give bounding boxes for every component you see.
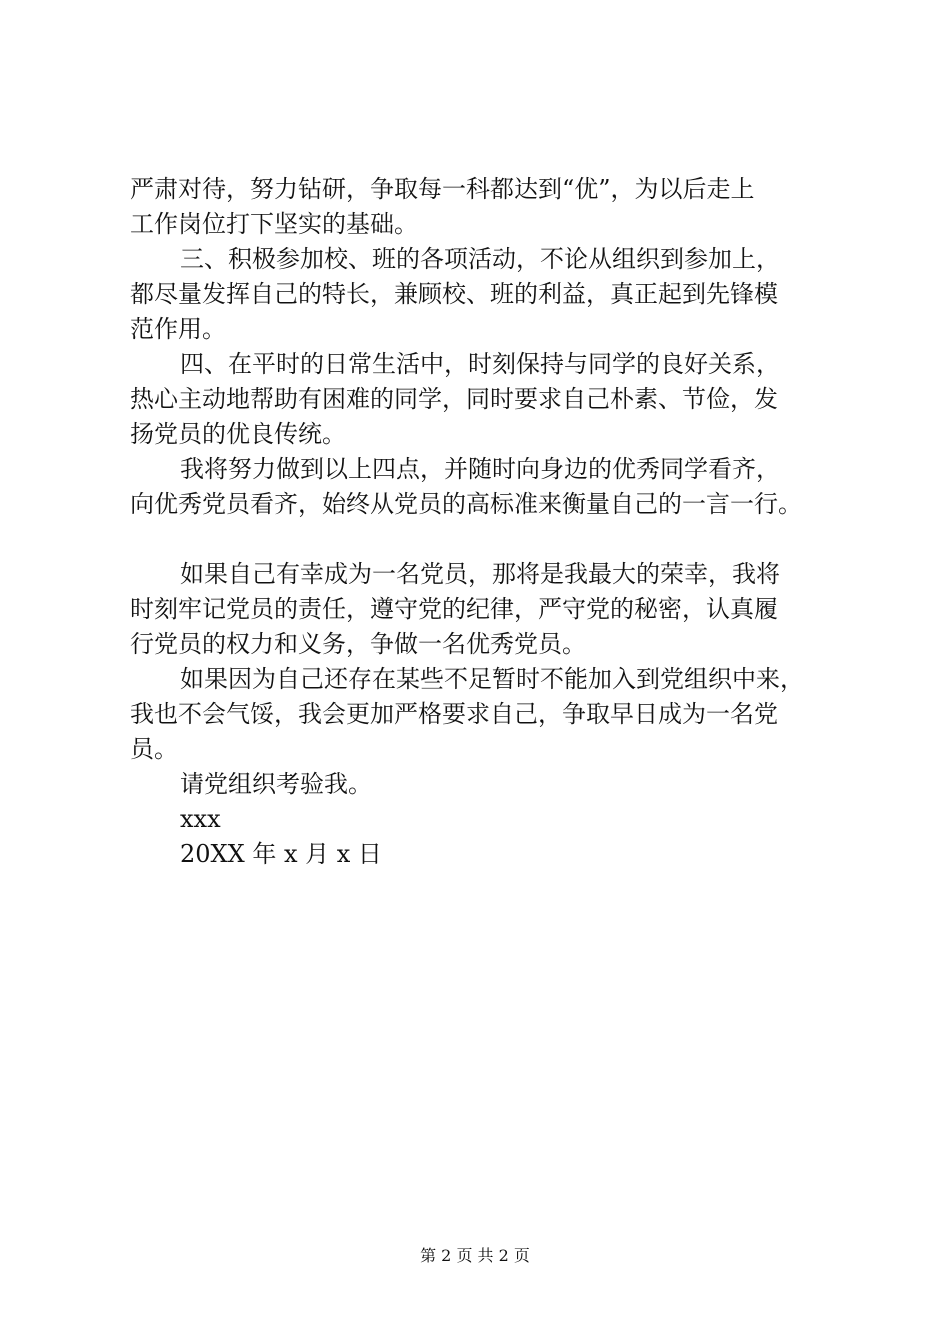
text-line: 严肃对待，努力钻研，争取每一科都达到“优”，为以后走上: [130, 175, 755, 203]
closing-line: 请党组织考验我。: [180, 770, 372, 798]
blank-line: [130, 522, 850, 557]
text-line: 我也不会气馁，我会更加严格要求自己，争取早日成为一名党: [130, 700, 778, 728]
text-line: 三、积极参加校、班的各项活动，不论从组织到参加上，: [180, 245, 780, 273]
text-line: 行党员的权力和义务，争做一名优秀党员。: [130, 630, 586, 658]
text-line: 扬党员的优良传统。: [130, 420, 346, 448]
signature-name: xxx: [180, 805, 221, 833]
text-line: 时刻牢记党员的责任，遵守党的纪律，严守党的秘密，认真履: [130, 595, 778, 623]
page-number-footer: 第 2 页 共 2 页: [420, 1246, 530, 1265]
text-line: 员。: [130, 735, 178, 763]
text-line: 如果自己有幸成为一名党员，那将是我最大的荣幸，我将: [180, 560, 780, 588]
text-line: 工作岗位打下坚实的基础。: [130, 210, 418, 238]
signature-date: 20XX 年 x 月 x 日: [180, 840, 382, 868]
document-body: [130, 172, 850, 872]
text-line: 如果因为自己还存在某些不足暂时不能加入到党组织中来，: [180, 665, 804, 693]
text-line: 四、在平时的日常生活中，时刻保持与同学的良好关系，: [180, 350, 780, 378]
text-line: 范作用。: [130, 315, 226, 343]
text-line: 向优秀党员看齐，始终从党员的高标准来衡量自己的一言一行。: [130, 490, 802, 518]
text-line: 都尽量发挥自己的特长，兼顾校、班的利益，真正起到先锋模: [130, 280, 778, 308]
text-line: 我将努力做到以上四点，并随时向身边的优秀同学看齐，: [180, 455, 780, 483]
text-line: 热心主动地帮助有困难的同学，同时要求自己朴素、节俭，发: [130, 385, 778, 413]
